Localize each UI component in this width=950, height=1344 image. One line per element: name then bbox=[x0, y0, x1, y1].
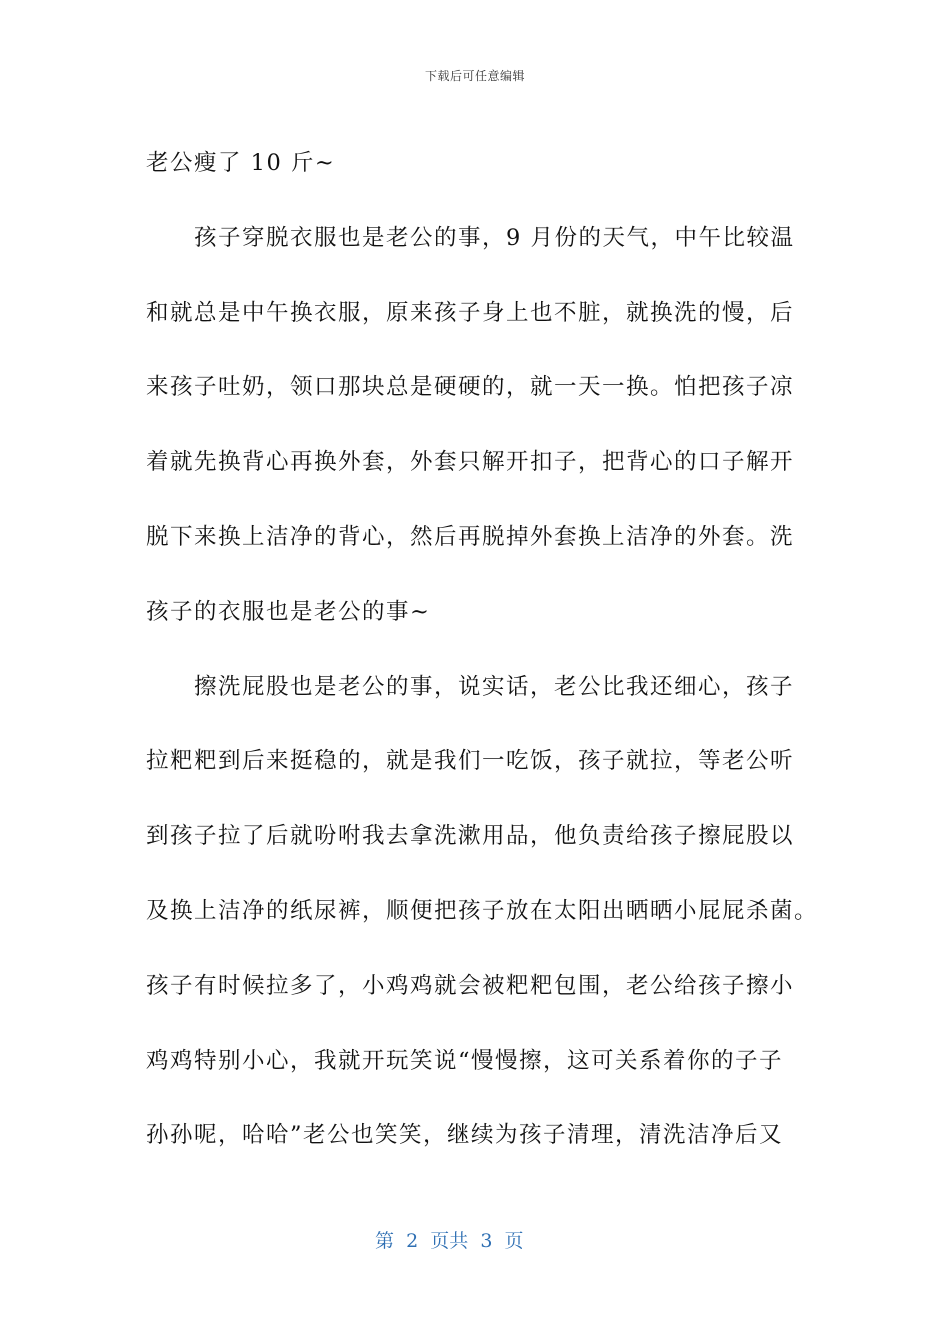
document-body bbox=[146, 126, 826, 1173]
page-number-footer: 第 2 页共 3 页 bbox=[375, 1230, 524, 1252]
text-line: 着就先换背心再换外套，外套只解开扣子，把背心的口子解开 bbox=[146, 449, 795, 476]
text-line: 来孩子吐奶，领口那块总是硬硬的，就一天一换。怕把孩子凉 bbox=[146, 374, 795, 401]
text-line: 老公瘦了 10 斤~ bbox=[146, 150, 336, 176]
text-line: 拉粑粑到后来挺稳的，就是我们一吃饭，孩子就拉，等老公听 bbox=[146, 748, 795, 775]
text-line: 擦洗屁股也是老公的事，说实话，老公比我还细心，孩子 bbox=[146, 673, 795, 700]
text-line: 孙孙呢，哈哈”老公也笑笑，继续为孩子清理，清洗洁净后又 bbox=[146, 1122, 784, 1149]
text-line: 孩子有时候拉多了，小鸡鸡就会被粑粑包围，老公给孩子擦小 bbox=[146, 972, 795, 999]
text-line: 及换上洁净的纸尿裤，顺便把孩子放在太阳出晒晒小屁屁杀菌。 bbox=[146, 897, 819, 924]
text-line: 孩子的衣服也是老公的事~ bbox=[146, 598, 431, 625]
text-line: 脱下来换上洁净的背心，然后再脱掉外套换上洁净的外套。洗 bbox=[146, 523, 795, 550]
text-line: 和就总是中午换衣服，原来孩子身上也不脏，就换洗的慢，后 bbox=[146, 299, 795, 326]
text-line: 到孩子拉了后就吩咐我去拿洗漱用品，他负责给孩子擦屁股以 bbox=[146, 823, 795, 850]
text-line: 鸡鸡特别小心，我就开玩笑说“慢慢擦，这可关系着你的子子 bbox=[146, 1047, 784, 1074]
page-header: 下载后可任意编辑 bbox=[424, 69, 525, 83]
text-line: 孩子穿脱衣服也是老公的事，9 月份的天气，中午比较温 bbox=[146, 224, 795, 251]
